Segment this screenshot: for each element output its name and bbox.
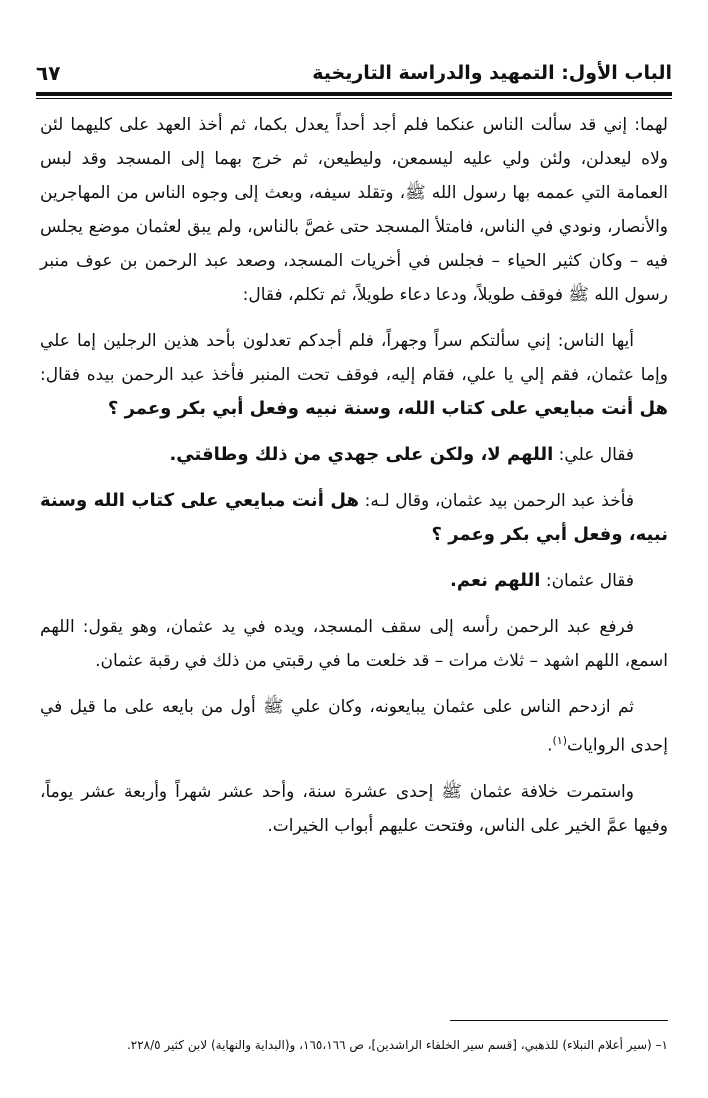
footnote: ١– (سير أعلام النبلاء) للذهبي، [قسم سير الخلفاء الراشدين]، ص ١٦٥،١٦٦، و(البداية والنهاية) لابن كثير ٢٢٨/٥. — [126, 1038, 668, 1052]
paragraph — [40, 690, 668, 763]
paragraph — [40, 484, 668, 552]
paragraph — [40, 438, 668, 472]
text-run: . — [547, 735, 553, 756]
paragraph — [40, 108, 668, 312]
body-text — [40, 108, 668, 855]
running-title: الباب الأول: التمهيد والدراسة التاريخية — [312, 62, 672, 84]
paragraph — [40, 775, 668, 843]
footnote-reference: (١) — [552, 734, 567, 747]
bold-quote: هل أنت مبايعي على كتاب الله وسنة نبيه، وفعل أبي بكر وعمر ؟ — [40, 490, 668, 545]
text-run: فأخذ عبد الرحمن بيد عثمان، وقال لـه: — [358, 491, 635, 511]
text-run: فرفع عبد الرحمن رأسه إلى سقف المسجد، ويده في يد عثمان، وهو يقول: اللهم اسمع، اللهم اشهد – ثلاث مرات – قد خلعت ما في رقبتي من ذلك في رقبة عثمان. — [40, 617, 668, 671]
bold-quote: هل أنت مبايعي على كتاب الله، وسنة نبيه وفعل أبي بكر وعمر ؟ — [107, 398, 668, 419]
page-number: ٦٧ — [36, 61, 61, 85]
paragraph — [40, 610, 668, 678]
text-run: فقال عثمان: — [540, 571, 634, 591]
page-header — [36, 58, 672, 88]
text-run: ثم ازدحم الناس على عثمان يبايعونه، وكان علي ﷺ أول من بايعه على ما قيل في إحدى الروايات — [40, 697, 668, 756]
text-run: فقال علي: — [553, 445, 634, 465]
text-run: واستمرت خلافة عثمان ﷺ إحدى عشرة سنة، وأحد عشر شهراً وأربعة عشر يوماً، وفيها عمَّ الخير على الناس، وفتحت عليهم أبواب الخيرات. — [40, 781, 668, 836]
header-rule-thick — [36, 92, 672, 96]
text-run: أيها الناس: إني سألتكم سراً وجهراً، فلم أجدكم تعدلون بأحد هذين الرجلين إما علي وإما عثمان، فقم إلي يا علي، فقام إليه، فوقف تحت المنبر فأخذ عبد الرحمن بيده فقال: — [40, 331, 668, 385]
bold-quote: اللهم نعم. — [450, 570, 541, 591]
paragraph — [40, 324, 668, 426]
text-run: لهما: إني قد سألت الناس عنكما فلم أجد أحداً يعدل بكما، ثم أخذ العهد على كليهما لئن ولاه ليعدلن، ولئن ولي عليه ليسمعن، وليطيعن، ثم خرج بهما إلى المسجد وقد لبس العمامة التي عممه بها رسول الله ﷺ، وتقلد سيفه، وبعث إلى وجوه الناس من المهاجرين والأنصار، ونودي في الناس، فامتلأ المسجد حتى غصَّ بالناس، ولم يبق لعثمان موضع يجلس فيه – وكان كثير الحياء – فجلس في أخريات المسجد، وصعد عبد الرحمن بن عوف منبر رسول الله ﷺ فوقف طويلاً، ودعا دعاء طويلاً، ثم تكلم، فقال: — [40, 115, 668, 305]
header-rule-thin — [36, 98, 672, 99]
footnote-rule — [450, 1020, 668, 1021]
bold-quote: اللهم لا، ولكن على جهدي من ذلك وطاقتي. — [169, 444, 554, 465]
paragraph — [40, 564, 668, 598]
